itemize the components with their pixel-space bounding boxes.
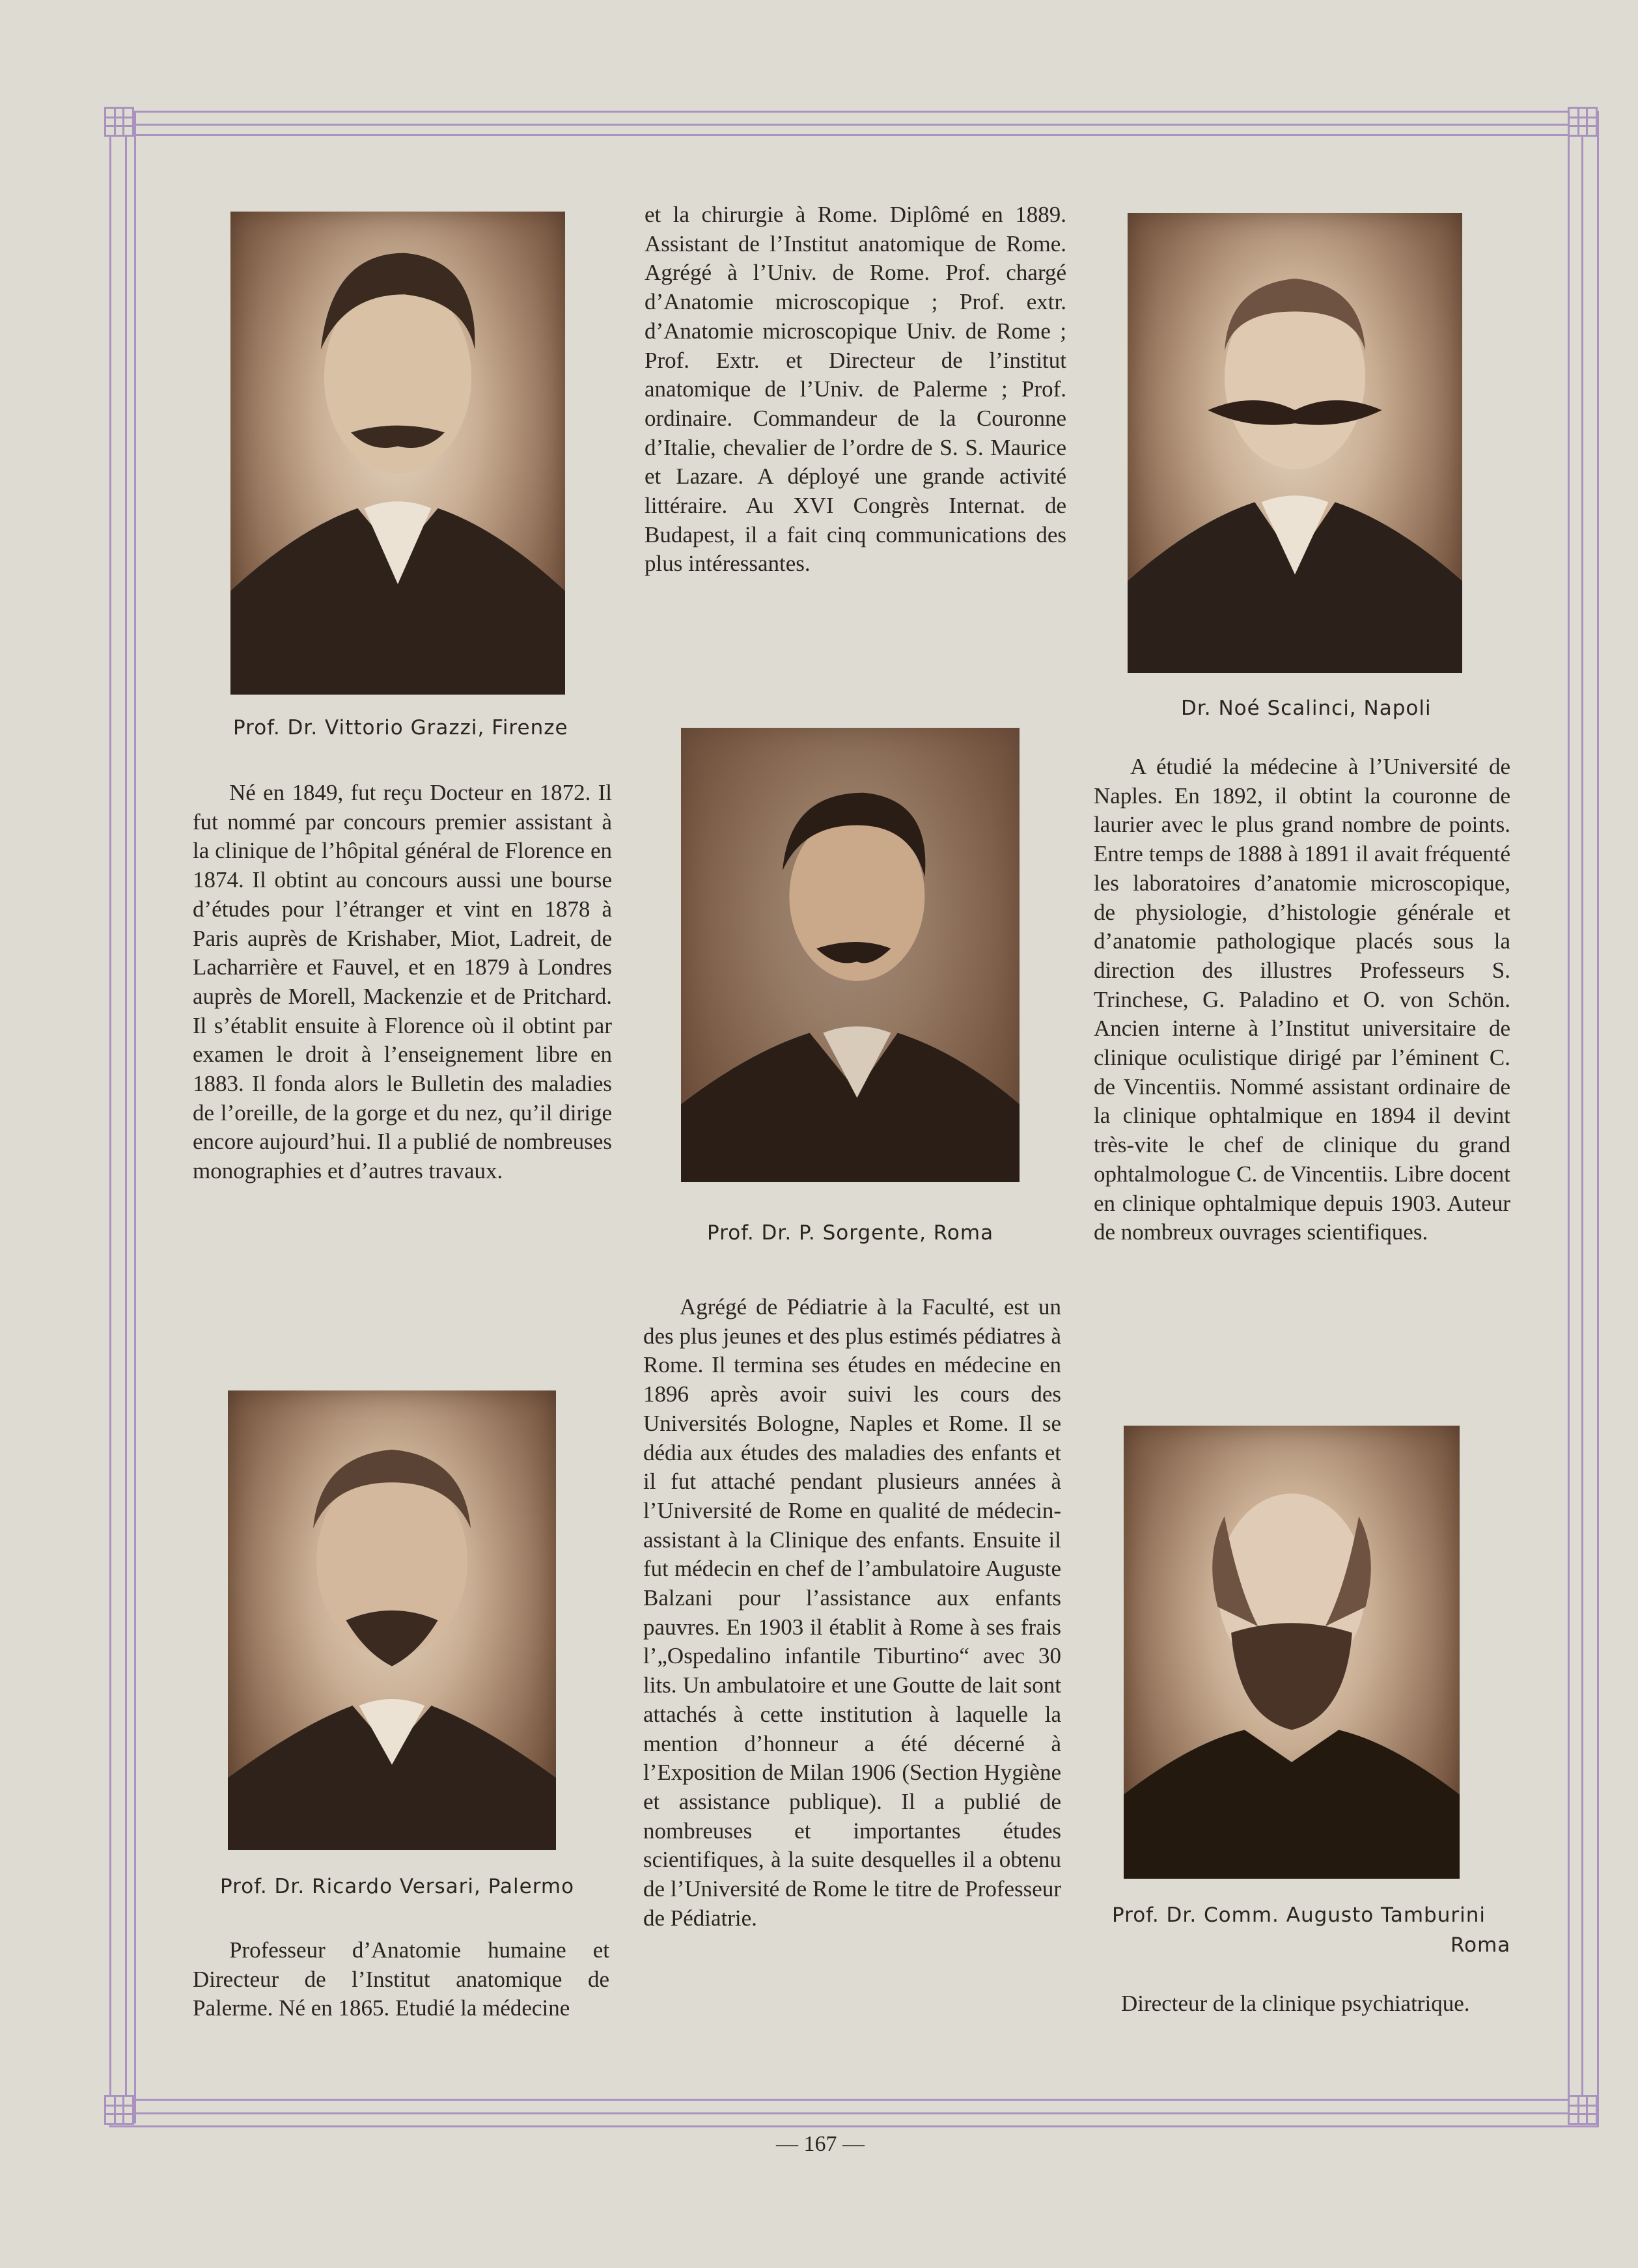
bio-versari-continued: et la chirurgie à Rome. Diplômé en 1889. Assistant de l’Institut anatomique de Rome. Agrégé à l’Univ. de Rome. Prof. chargé d’Anatomie microscopique ; Prof. extr. d’Anatomie microscopique Univ. de Rome ; Prof. Extr. et Directeur de l’institut anatomique de l’Univ. de Palerme ; Prof. ordinaire. Commandeur de la Couronne d’Italie, chevalier de l’ordre de S. S. Maurice et Lazare. A déployé une grande activité littéraire. Au XVI Congrès Internat. de Budapest, il a fait cinq communications des plus intéressantes. — [645, 202, 1066, 577]
caption-tamburini-line2: Roma — [1451, 1933, 1511, 1957]
portrait-photo-grazzi — [230, 212, 565, 695]
portrait-photo-tamburini — [1124, 1426, 1460, 1879]
caption-scalinci: Dr. Noé Scalinci, Napoli — [1181, 697, 1432, 720]
frame-right-line — [1568, 111, 1570, 2123]
frame-bottom-line — [109, 2099, 1595, 2101]
frame-corner-ornament — [1568, 2095, 1598, 2125]
caption-tamburini-line1: Prof. Dr. Comm. Augusto Tamburini — [1112, 1903, 1486, 1927]
bio-versari: Professeur d’Anatomie humaine et Directeur de l’Institut anatomique de Palerme. Né en 1865. Etudié la médecine — [193, 1937, 609, 2021]
caption-grazzi: Prof. Dr. Vittorio Grazzi, Firenze — [233, 716, 568, 740]
bio-scalinci: A étudié la médecine à l’Université de Naples. En 1892, il obtint la couronne de laurier avec le plus grand nombre de points. Entre temps de 1888 à 1891 il avait fréquenté les laboratoires d’anatomie microscopique, de physiologie, d’histologie générale et d’anatomie pathologique placés sous la direction des illustres Professeurs S. Trinchese, G. Paladino et O. von Schön. Ancien interne à l’Institut universitaire de clinique oculistique dirigé par l’éminent C. de Vincentiis. Nommé assistant ordinaire de la clinique ophtalmique en 1894 il devint très-vite le chef de clinique du grand ophtalmologue C. de Vincentiis. Libre docent en clinique ophtalmique depuis 1903. Auteur de nombreux ouvrages scientifiques. — [1094, 754, 1510, 1245]
caption-sorgente: Prof. Dr. P. Sorgente, Roma — [707, 1221, 994, 1245]
frame-corner-ornament — [104, 107, 134, 137]
caption-versari: Prof. Dr. Ricardo Versari, Palermo — [220, 1875, 575, 1898]
portrait-photo-sorgente — [681, 728, 1020, 1182]
bio-sorgente: Agrégé de Pédiatrie à la Faculté, est un des plus jeunes et des plus estimés pédiatres à Rome. Il termina ses études en médecine en 1896 après avoir suivi les cours des Universités Bologne, Naples et Rome. Il se dédia aux études des maladies des enfants et il fut attaché pendant plusieurs années à l’Université de Rome en qualité de médecin-assistant à la Clinique des enfants. Ensuite il fut médecin en chef de l’ambulatoire Auguste Balzani pour l’assistance aux enfants pauvres. En 1903 il établit à Rome à ses frais l’„Ospedalino infantile Tiburtino“ avec 30 lits. Un ambulatoire et une Goutte de lait sont attachés à cette institution à laquelle la mention d’honneur a été décerné à l’Exposition de Milan 1906 (Section Hygiène et assistance publique). Il a publié de nombreuses et importantes études scientifiques, à la suite desquelles il a obtenu de l’Université de Rome le titre de Professeur de Pédiatrie. — [643, 1294, 1061, 1931]
portrait-photo-scalinci — [1128, 213, 1462, 673]
frame-corner-ornament — [1568, 107, 1598, 137]
bio-tamburini: Directeur de la clinique psychiatrique. — [1121, 1991, 1470, 2016]
frame-corner-ornament — [104, 2095, 134, 2125]
frame-top-line — [109, 134, 1595, 136]
portrait-photo-versari — [228, 1390, 556, 1850]
page-number: — 167 — — [776, 2132, 865, 2156]
frame-left-line — [134, 111, 136, 2123]
bio-grazzi: Né en 1849, fut reçu Docteur en 1872. Il fut nommé par concours premier assistant à la clinique de l’hôpital général de Florence en 1874. Il obtint au concours aussi une bourse d’études pour l’étranger et vint en 1878 à Paris auprès de Krishaber, Miot, Ladreit, de Lacharrière et Fauvel, et en 1879 à Londres auprès de Morell, Mackenzie et de Pritchard. Il s’établit ensuite à Florence où il obtint par examen le droit à l’enseignement libre en 1883. Il fonda alors le Bulletin des maladies de l’oreille, de la gorge et du nez, qu’il dirige encore aujourd’hui. Il a publié de nombreuses monographies et d’autres travaux. — [193, 780, 612, 1184]
